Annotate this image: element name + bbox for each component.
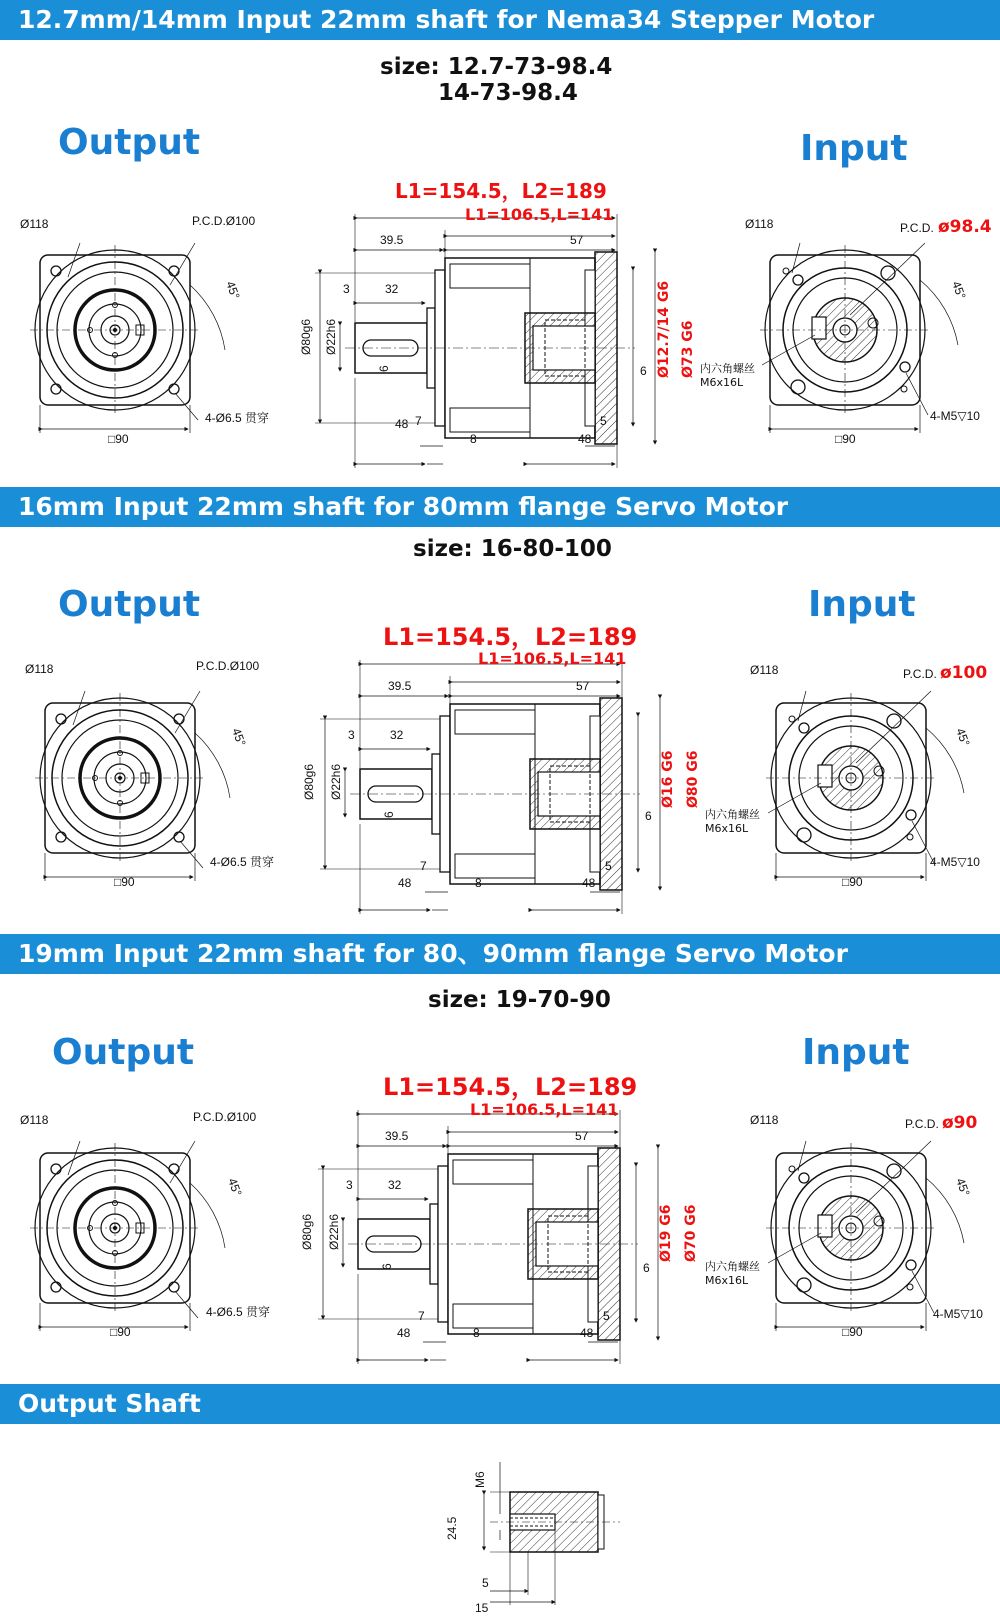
dim-32-3: 32	[388, 1178, 402, 1192]
dim-6-3: 6	[380, 1263, 394, 1270]
output-heading-1: Output	[58, 122, 201, 163]
input-heading-2: Input	[808, 584, 916, 625]
square-in-2: □90	[842, 875, 863, 889]
dim-48a-1: 48	[395, 417, 409, 431]
output-heading-3: Output	[52, 1032, 195, 1073]
dim-3-2: 3	[348, 728, 355, 742]
in-pcd-value-3: ø90	[942, 1113, 978, 1133]
holes-3: 4-Ø6.5 贯穿	[206, 1305, 271, 1319]
dim-8-2: 8	[475, 876, 482, 890]
dim-7-3: 7	[418, 1309, 425, 1323]
out-pcd-2: P.C.D.Ø100	[196, 659, 260, 673]
dim-57-1: 57	[570, 233, 584, 247]
in-pcd-label-3: P.C.D.	[905, 1117, 939, 1131]
l-main-1: L1=154.5，L2=189	[395, 179, 607, 203]
angle-in-2: 45°	[953, 726, 973, 749]
size-label-2: size: 16-80-100	[413, 536, 612, 562]
banner-section-1: 12.7mm/14mm Input 22mm shaft for Nema34 Stepper Motor	[0, 0, 1000, 40]
d22-2: Ø22h6	[329, 763, 343, 800]
angle-out-2: 45°	[229, 726, 249, 749]
square-out-1: □90	[108, 432, 129, 446]
shaft-5: 5	[482, 1576, 489, 1590]
dim-48b-2: 48	[582, 876, 596, 890]
output-end-view-3	[30, 1141, 225, 1331]
square-out-3: □90	[110, 1325, 131, 1339]
d80-2: Ø80g6	[302, 763, 316, 800]
angle-in-1: 45°	[949, 279, 969, 302]
dim-5-3: 5	[603, 1309, 610, 1323]
input-spigot-1: Ø73 G6	[680, 320, 696, 378]
square-out-2: □90	[114, 875, 135, 889]
output-shaft-drawing	[445, 1462, 620, 1615]
input-bore-3: Ø19 G6	[658, 1204, 674, 1262]
shaft-24-5: 24.5	[445, 1516, 459, 1540]
dim-57-2: 57	[576, 679, 590, 693]
input-heading-1: Input	[800, 128, 908, 169]
input-end-view-3	[766, 1141, 964, 1331]
dim-32-1: 32	[385, 282, 399, 296]
dim-7-1: 7	[415, 414, 422, 428]
in-pcd-value-1: ø98.4	[938, 217, 992, 237]
screw-3: M6x16L	[705, 1274, 749, 1287]
screw-1: M6x16L	[700, 376, 744, 389]
dim-39-5-2: 39.5	[388, 679, 412, 693]
holes-1: 4-Ø6.5 贯穿	[205, 411, 270, 425]
dim-6-2: 6	[382, 811, 396, 818]
output-end-view-1	[30, 243, 225, 433]
l-sub-2: L1=106.5,L=141	[478, 649, 627, 668]
dim-5-1: 5	[600, 414, 607, 428]
dim-39-5-1: 39.5	[380, 233, 404, 247]
dim-48a-2: 48	[398, 876, 412, 890]
in-dia-1: Ø118	[745, 217, 774, 231]
in-pcd-value-2: ø100	[940, 663, 988, 683]
banner-section-3: 19mm Input 22mm shaft for 80、90mm flange Servo Motor	[0, 934, 1000, 974]
dim-6b-3: 6	[643, 1261, 650, 1275]
dim-8-3: 8	[473, 1326, 480, 1340]
in-dia-2: Ø118	[750, 663, 779, 677]
input-end-view-1	[760, 243, 958, 433]
input-spigot-2: Ø80 G6	[685, 750, 701, 808]
in-dia-3: Ø118	[750, 1113, 779, 1127]
in-pcd-label-1: P.C.D.	[900, 221, 934, 235]
taps-2: 4-M5▽10	[930, 855, 980, 869]
input-spigot-3: Ø70 G6	[683, 1204, 699, 1262]
l-sub-1: L1=106.5,L=141	[465, 205, 614, 224]
side-view-2	[320, 660, 660, 914]
banner-output-shaft: Output Shaft	[0, 1384, 1000, 1424]
out-pcd-3: P.C.D.Ø100	[193, 1110, 257, 1124]
dim-5-2: 5	[605, 859, 612, 873]
banner-section-2: 16mm Input 22mm shaft for 80mm flange Servo Motor	[0, 487, 1000, 527]
dim-3-3: 3	[346, 1178, 353, 1192]
shaft-15: 15	[475, 1601, 489, 1615]
side-view-1	[315, 214, 655, 468]
size-label-1: size: 12.7-73-98.4 14-73-98.4	[380, 54, 613, 106]
holes-2: 4-Ø6.5 贯穿	[210, 855, 275, 869]
shaft-m6: M6	[473, 1471, 487, 1488]
screw-cn-2: 内六角螺丝	[705, 808, 760, 821]
square-in-1: □90	[835, 432, 856, 446]
in-pcd-label-2: P.C.D.	[903, 667, 937, 681]
dim-57-3: 57	[575, 1129, 589, 1143]
l-main-3: L1=154.5，L2=189	[383, 1073, 638, 1101]
dim-48b-3: 48	[580, 1326, 594, 1340]
dim-39-5-3: 39.5	[385, 1129, 409, 1143]
out-dia-1: Ø118	[20, 217, 49, 231]
dim-32-2: 32	[390, 728, 404, 742]
out-dia-3: Ø118	[20, 1113, 49, 1127]
dim-6b-2: 6	[645, 809, 652, 823]
taps-1: 4-M5▽10	[930, 409, 980, 423]
l-sub-3: L1=106.5,L=141	[470, 1100, 619, 1119]
dim-48b-1: 48	[578, 432, 592, 446]
dim-6-1: 6	[377, 365, 391, 372]
dim-6b-1: 6	[640, 364, 647, 378]
input-bore-1: Ø12.7/14 G6	[656, 280, 672, 378]
dim-48a-3: 48	[397, 1326, 411, 1340]
angle-in-3: 45°	[953, 1176, 973, 1199]
side-view-3	[318, 1110, 658, 1364]
screw-2: M6x16L	[705, 822, 749, 835]
angle-out-1: 45°	[223, 279, 243, 302]
out-dia-2: Ø118	[25, 662, 54, 676]
screw-cn-3: 内六角螺丝	[705, 1260, 760, 1273]
output-end-view-2	[35, 691, 230, 881]
input-end-view-2	[766, 691, 964, 881]
l-main-2: L1=154.5，L2=189	[383, 623, 638, 651]
taps-3: 4-M5▽10	[933, 1307, 983, 1321]
out-pcd-1: P.C.D.Ø100	[192, 214, 256, 228]
input-heading-3: Input	[802, 1032, 910, 1073]
input-bore-2: Ø16 G6	[660, 750, 676, 808]
dim-3-1: 3	[343, 282, 350, 296]
dim-7-2: 7	[420, 859, 427, 873]
output-heading-2: Output	[58, 584, 201, 625]
dim-8-1: 8	[470, 432, 477, 446]
d22-1: Ø22h6	[324, 318, 338, 355]
d80-3: Ø80g6	[300, 1213, 314, 1250]
screw-cn-1: 内六角螺丝	[700, 362, 755, 375]
d22-3: Ø22h6	[327, 1213, 341, 1250]
d80-1: Ø80g6	[299, 318, 313, 355]
angle-out-3: 45°	[225, 1176, 245, 1199]
size-label-3: size: 19-70-90	[428, 987, 611, 1013]
square-in-3: □90	[842, 1325, 863, 1339]
